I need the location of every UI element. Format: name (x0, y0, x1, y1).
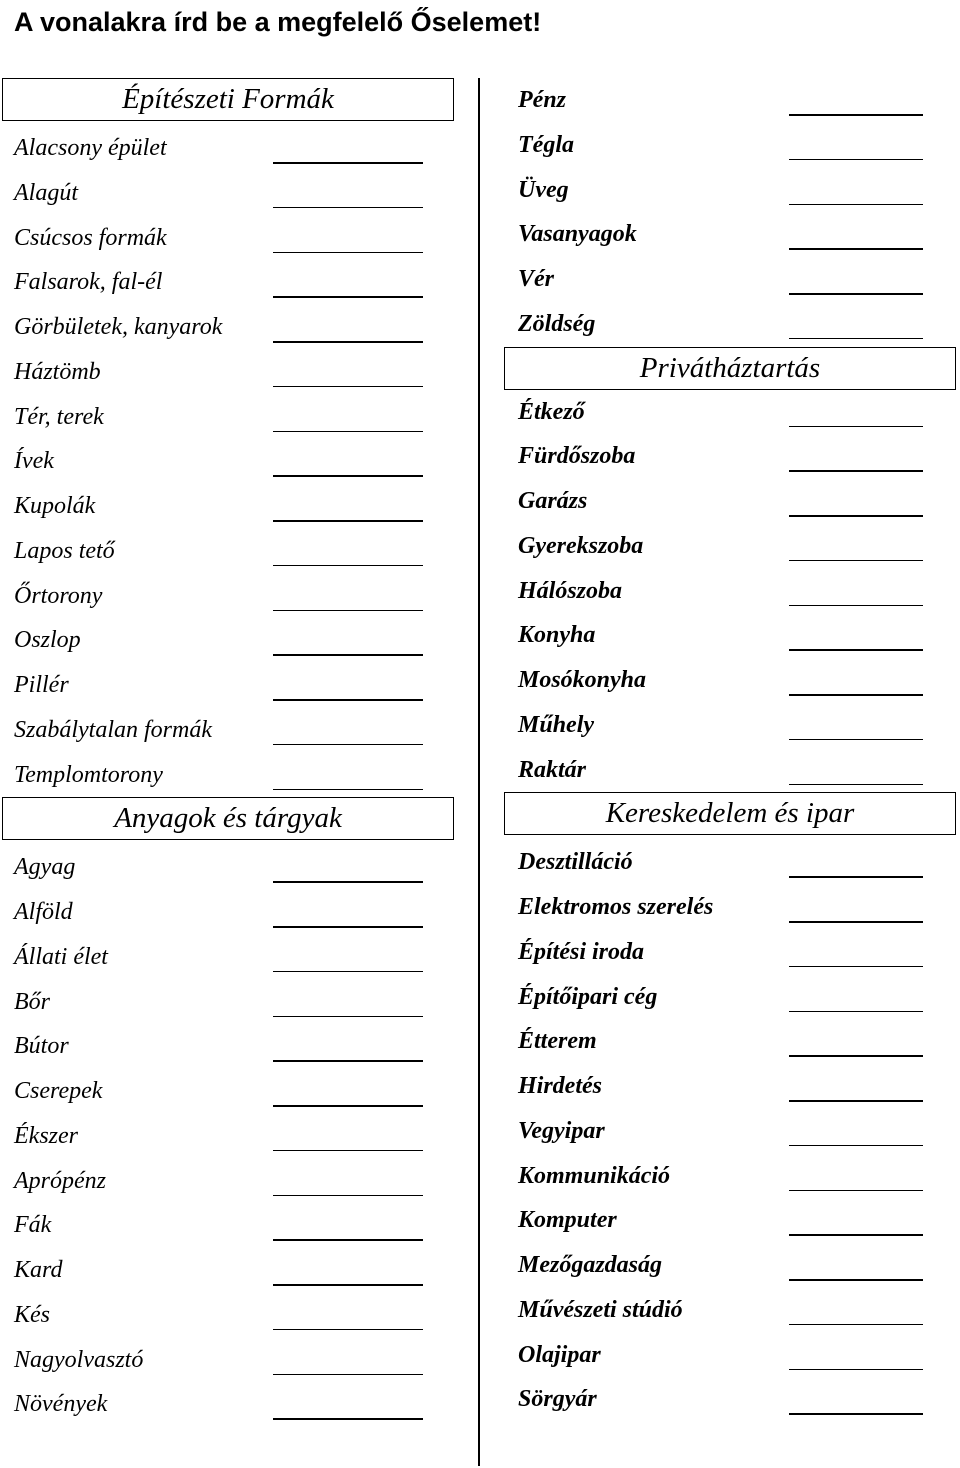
column-divider (478, 78, 480, 1466)
list-item (2, 1338, 454, 1383)
answer-blank-line[interactable] (789, 1413, 923, 1415)
item-label: Alföld (14, 899, 73, 925)
list-item (2, 574, 454, 619)
list-item (504, 257, 956, 302)
answer-blank-line[interactable] (273, 699, 423, 701)
answer-blank-line[interactable] (789, 338, 923, 340)
answer-blank-line[interactable] (789, 1234, 923, 1236)
answer-blank-line[interactable] (273, 971, 423, 973)
answer-blank-line[interactable] (789, 739, 923, 741)
list-item (2, 439, 454, 484)
item-label: Ékszer (14, 1122, 78, 1149)
section-heading-epiteszeti-formak: Építészeti Formák (2, 78, 454, 121)
list-item (504, 1198, 956, 1243)
item-label: Agyag (14, 854, 76, 881)
list-item (504, 123, 956, 168)
list-item (2, 529, 454, 574)
item-label: Csúcsos formák (14, 224, 167, 251)
item-label: Nagyolvasztó (14, 1346, 144, 1373)
answer-blank-line[interactable] (789, 1011, 923, 1013)
answer-blank-line[interactable] (273, 162, 423, 164)
answer-blank-line[interactable] (273, 744, 423, 746)
answer-blank-line[interactable] (273, 654, 423, 656)
list-item (2, 1114, 454, 1159)
list-item (504, 1109, 956, 1154)
item-label: Üveg (518, 176, 569, 203)
item-label: Olajipar (518, 1341, 601, 1368)
list-item (504, 78, 956, 123)
item-label: Tégla (518, 131, 574, 158)
list-item (504, 930, 956, 975)
list-item (2, 350, 454, 395)
list-item (504, 1243, 956, 1288)
list-epiteszeti-formak (2, 126, 454, 797)
answer-blank-line[interactable] (789, 560, 923, 562)
answer-blank-line[interactable] (789, 1369, 923, 1371)
answer-blank-line[interactable] (789, 784, 923, 786)
list-item (2, 1293, 454, 1338)
list-item (2, 1203, 454, 1248)
item-label: Oszlop (14, 627, 81, 654)
answer-blank-line[interactable] (789, 649, 923, 651)
answer-blank-line[interactable] (789, 114, 923, 116)
list-item (2, 980, 454, 1025)
item-label: Komputer (518, 1207, 617, 1234)
list-item (2, 1024, 454, 1069)
list-item (504, 479, 956, 524)
item-label: Építési iroda (518, 938, 645, 965)
list-item (504, 390, 956, 435)
list-item (504, 1377, 956, 1422)
list-item (2, 1069, 454, 1114)
item-label: Templomtorony (14, 761, 163, 788)
item-label: Bőr (14, 988, 50, 1015)
list-item (504, 1288, 956, 1333)
item-label: Gyerekszoba (518, 532, 644, 559)
answer-blank-line[interactable] (273, 1105, 423, 1107)
item-label: Mezőgazdaság (518, 1252, 663, 1278)
item-label: Fák (14, 1212, 52, 1239)
list-item (2, 1159, 454, 1204)
list-item (504, 748, 956, 793)
list-item (2, 484, 454, 529)
answer-blank-line[interactable] (273, 1329, 423, 1331)
item-label: Állati élet (14, 943, 108, 970)
item-label: Konyha (518, 622, 596, 649)
answer-blank-line[interactable] (789, 515, 923, 517)
answer-blank-line[interactable] (789, 1190, 923, 1192)
item-label: Bútor (14, 1033, 69, 1060)
item-label: Ívek (14, 448, 54, 475)
list-item (504, 168, 956, 213)
page-title: A vonalakra írd be a megfelelő Őselemet! (14, 7, 542, 37)
item-label: Sörgyár (518, 1386, 597, 1413)
item-label: Kupolák (14, 493, 96, 519)
list-item (504, 1064, 956, 1109)
list-item (2, 126, 454, 171)
item-label: Művészeti stúdió (518, 1296, 683, 1323)
answer-blank-line[interactable] (273, 1060, 423, 1062)
item-label: Cserepek (14, 1078, 103, 1104)
answer-blank-line[interactable] (273, 789, 423, 791)
list-item (504, 703, 956, 748)
answer-blank-line[interactable] (273, 1239, 423, 1241)
item-label: Garázs (518, 488, 588, 514)
item-label: Görbületek, kanyarok (14, 314, 223, 340)
list-item (504, 840, 956, 885)
list-item (2, 935, 454, 980)
item-label: Hálószoba (518, 577, 623, 604)
answer-blank-line[interactable] (273, 1374, 423, 1376)
answer-blank-line[interactable] (789, 159, 923, 161)
item-label: Kard (14, 1257, 63, 1283)
item-label: Háztömb (14, 358, 101, 385)
list-item (504, 613, 956, 658)
list-kereskedelem-es-ipar (504, 840, 956, 1422)
item-label: Kommunikáció (518, 1162, 671, 1189)
item-label: Falsarok, fal-él (14, 269, 163, 296)
answer-blank-line[interactable] (789, 1145, 923, 1147)
list-anyagok-es-targyak (2, 845, 454, 1427)
answer-blank-line[interactable] (273, 1284, 423, 1286)
list-item (504, 434, 956, 479)
list-item (2, 890, 454, 935)
answer-blank-line[interactable] (273, 386, 423, 388)
answer-blank-line[interactable] (789, 966, 923, 968)
answer-blank-line[interactable] (273, 1150, 423, 1152)
list-item (2, 305, 454, 350)
item-label: Építőipari cég (518, 983, 658, 1010)
list-anyagok-folytatas (504, 78, 956, 347)
answer-blank-line[interactable] (789, 470, 923, 472)
item-label: Vasanyagok (518, 221, 637, 248)
answer-blank-line[interactable] (789, 1324, 923, 1326)
section-heading-anyagok-es-targyak: Anyagok és tárgyak (2, 797, 454, 840)
item-label: Tér, terek (14, 403, 104, 430)
answer-blank-line[interactable] (273, 1418, 423, 1420)
answer-blank-line[interactable] (273, 341, 423, 343)
answer-blank-line[interactable] (273, 431, 423, 433)
list-item (504, 1019, 956, 1064)
item-label: Elektromos szerelés (518, 894, 714, 920)
answer-blank-line[interactable] (789, 293, 923, 295)
item-label: Alagút (14, 179, 78, 206)
item-label: Hirdetés (518, 1073, 602, 1099)
answer-blank-line[interactable] (789, 426, 923, 428)
answer-blank-line[interactable] (789, 204, 923, 206)
answer-blank-line[interactable] (273, 1016, 423, 1018)
answer-blank-line[interactable] (273, 1195, 423, 1197)
answer-blank-line[interactable] (273, 296, 423, 298)
list-item (504, 975, 956, 1020)
list-item (2, 845, 454, 890)
item-label: Növények (14, 1391, 108, 1418)
item-label: Étterem (518, 1028, 597, 1055)
answer-blank-line[interactable] (789, 921, 923, 923)
answer-blank-line[interactable] (789, 876, 923, 878)
answer-blank-line[interactable] (273, 207, 423, 209)
section-heading-privathaztartas: Privátháztartás (504, 347, 956, 390)
list-item (2, 753, 454, 798)
item-label: Alacsony épület (14, 135, 167, 161)
list-item (504, 569, 956, 614)
answer-blank-line[interactable] (273, 520, 423, 522)
answer-blank-line[interactable] (273, 252, 423, 254)
list-item (504, 885, 956, 930)
item-label: Mosókonyha (518, 667, 647, 693)
item-label: Szabálytalan formák (14, 716, 212, 743)
list-item (2, 1248, 454, 1293)
list-item (2, 395, 454, 440)
list-item (2, 216, 454, 261)
answer-blank-line[interactable] (789, 1055, 923, 1057)
answer-blank-line[interactable] (273, 565, 423, 567)
list-item (2, 663, 454, 708)
item-label: Pénz (518, 87, 566, 113)
item-label: Pillér (14, 672, 69, 698)
answer-blank-line[interactable] (789, 1100, 923, 1102)
section-heading-kereskedelem-es-ipar: Kereskedelem és ipar (504, 792, 956, 835)
list-item (2, 260, 454, 305)
answer-blank-line[interactable] (273, 610, 423, 612)
list-item (504, 1333, 956, 1378)
list-privathaztartas (504, 390, 956, 793)
item-label: Zöldség (518, 310, 596, 337)
item-label: Őrtorony (14, 582, 103, 609)
answer-blank-line[interactable] (789, 1279, 923, 1281)
right-column (504, 78, 956, 1422)
item-label: Fürdőszoba (518, 443, 636, 470)
item-label: Lapos tető (14, 537, 115, 564)
item-label: Vegyipar (518, 1117, 605, 1144)
item-label: Desztilláció (518, 849, 633, 876)
answer-blank-line[interactable] (273, 881, 423, 883)
item-label: Aprópénz (14, 1167, 106, 1194)
answer-blank-line[interactable] (273, 926, 423, 928)
item-label: Étkező (518, 398, 585, 425)
list-item (504, 302, 956, 347)
item-label: Műhely (518, 711, 595, 738)
list-item (504, 658, 956, 703)
list-item (2, 171, 454, 216)
list-item (504, 1154, 956, 1199)
answer-blank-line[interactable] (273, 475, 423, 477)
list-item (2, 618, 454, 663)
item-label: Kés (14, 1301, 50, 1328)
list-item (504, 524, 956, 569)
list-item (2, 1382, 454, 1427)
left-column (2, 78, 454, 1427)
answer-blank-line[interactable] (789, 605, 923, 607)
item-label: Vér (518, 266, 554, 292)
list-item (504, 212, 956, 257)
answer-blank-line[interactable] (789, 248, 923, 250)
item-label: Raktár (518, 756, 587, 783)
answer-blank-line[interactable] (789, 694, 923, 696)
list-item (2, 708, 454, 753)
